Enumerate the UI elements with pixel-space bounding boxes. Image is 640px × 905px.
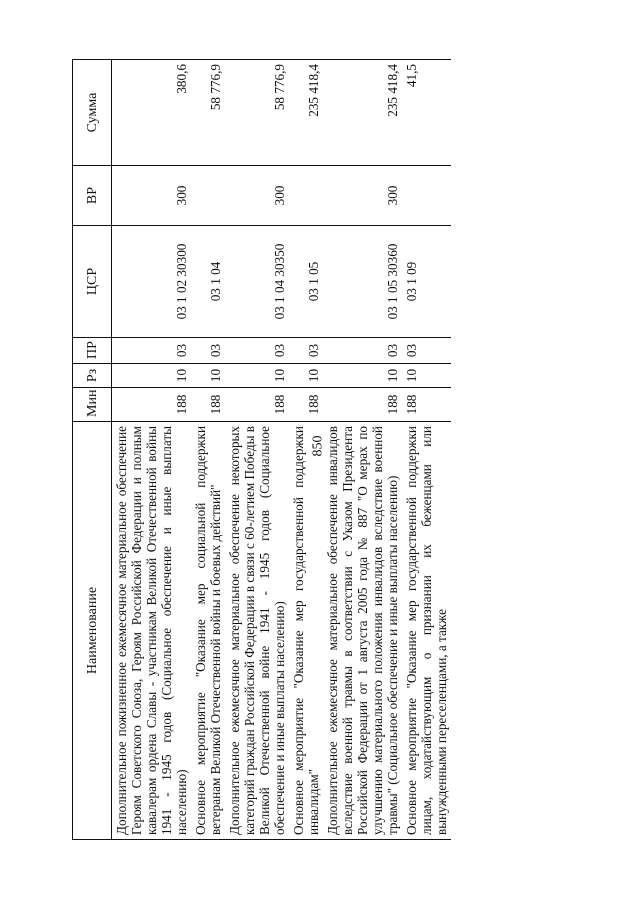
header-vr: ВР (73, 166, 112, 226)
cell-pr: 03 (112, 338, 192, 364)
cell-rz: 10 (225, 364, 289, 388)
cell-csr: 03 1 04 (191, 226, 225, 338)
rotated-page (72, 60, 592, 840)
cell-vr (191, 166, 225, 226)
cell-csr: 03 1 09 (402, 226, 451, 338)
header-pr: ПР (73, 338, 112, 364)
cell-rz: 10 (112, 364, 192, 388)
header-sum: Сумма (73, 60, 112, 166)
cell-pr: 03 (402, 338, 451, 364)
table-row (402, 60, 451, 840)
cell-vr: 300 (323, 166, 402, 226)
cell-csr: 03 1 04 30350 (225, 226, 289, 338)
cell-sum: 235 418,4 (323, 60, 402, 166)
cell-sum: 58 776,9 (191, 60, 225, 166)
cell-vr: 300 (112, 166, 192, 226)
cell-rz: 10 (323, 364, 402, 388)
page-number: 850 (310, 435, 326, 457)
cell-pr: 03 (191, 338, 225, 364)
cell-min: 188 (323, 388, 402, 422)
cell-min: 188 (225, 388, 289, 422)
cell-vr (402, 166, 451, 226)
cell-name: Дополнительное пожизненное ежемесячное материальное обеспечение Героям Советского Союза, Героям Российской Федерации и полным кавалерам ордена Славы - участникам Великой Отечественной войны 1941 - 1945 годов (Социальное обеспечение и иные выплаты населению) (112, 422, 192, 840)
cell-csr: 03 1 05 (289, 226, 323, 338)
cell-csr: 03 1 02 30300 (112, 226, 192, 338)
cell-min: 188 (112, 388, 192, 422)
cell-sum: 380,6 (112, 60, 192, 166)
cell-sum: 235 418,4 (289, 60, 323, 166)
header-rz: Рз (73, 364, 112, 388)
table-row (289, 60, 323, 840)
table-row (225, 60, 289, 840)
cell-name: Основное мероприятие "Оказание мер государственной поддержки лицам, ходатайствующим о признании их беженцами или вынужденными переселенцами, а также (402, 422, 451, 840)
cell-rz: 10 (289, 364, 323, 388)
table-row (191, 60, 225, 840)
table-row (112, 60, 192, 840)
cell-sum: 41,5 (402, 60, 451, 166)
cell-name: Основное мероприятие "Оказание мер государственной поддержки инвалидам" (289, 422, 323, 840)
table-header-row (73, 60, 112, 840)
cell-min: 188 (191, 388, 225, 422)
header-csr: ЦСР (73, 226, 112, 338)
cell-rz: 10 (402, 364, 451, 388)
cell-name: Основное мероприятие "Оказание мер социальной поддержки ветеранам Великой Отечественной войны и боевых действий" (191, 422, 225, 840)
cell-name: Дополнительное ежемесячное материальное обеспечение инвалидов вследствие военной травмы в соответствии с Указом Президента Российской Федерации от 1 августа 2005 года № 887 "О мерах по улучшению материального положения инвалидов вследствие военной травмы" (Социальное обеспечение и иные выплаты населению) (323, 422, 402, 840)
cell-sum: 58 776,9 (225, 60, 289, 166)
budget-table (72, 59, 451, 840)
table-row (323, 60, 402, 840)
cell-pr: 03 (289, 338, 323, 364)
cell-pr: 03 (323, 338, 402, 364)
cell-pr: 03 (225, 338, 289, 364)
cell-vr: 300 (225, 166, 289, 226)
cell-csr: 03 1 05 30360 (323, 226, 402, 338)
cell-name: Дополнительное ежемесячное материальное обеспечение некоторых категорий граждан Российской Федерации в связи с 60-летием Победы в Великой Отечественной войне 1941 - 1945 годов (Социальное обеспечение и иные выплаты населению) (225, 422, 289, 840)
cell-vr (289, 166, 323, 226)
cell-rz: 10 (191, 364, 225, 388)
header-min: Мин (73, 388, 112, 422)
cell-min: 188 (289, 388, 323, 422)
cell-min: 188 (402, 388, 451, 422)
header-name: Наименование (73, 422, 112, 840)
